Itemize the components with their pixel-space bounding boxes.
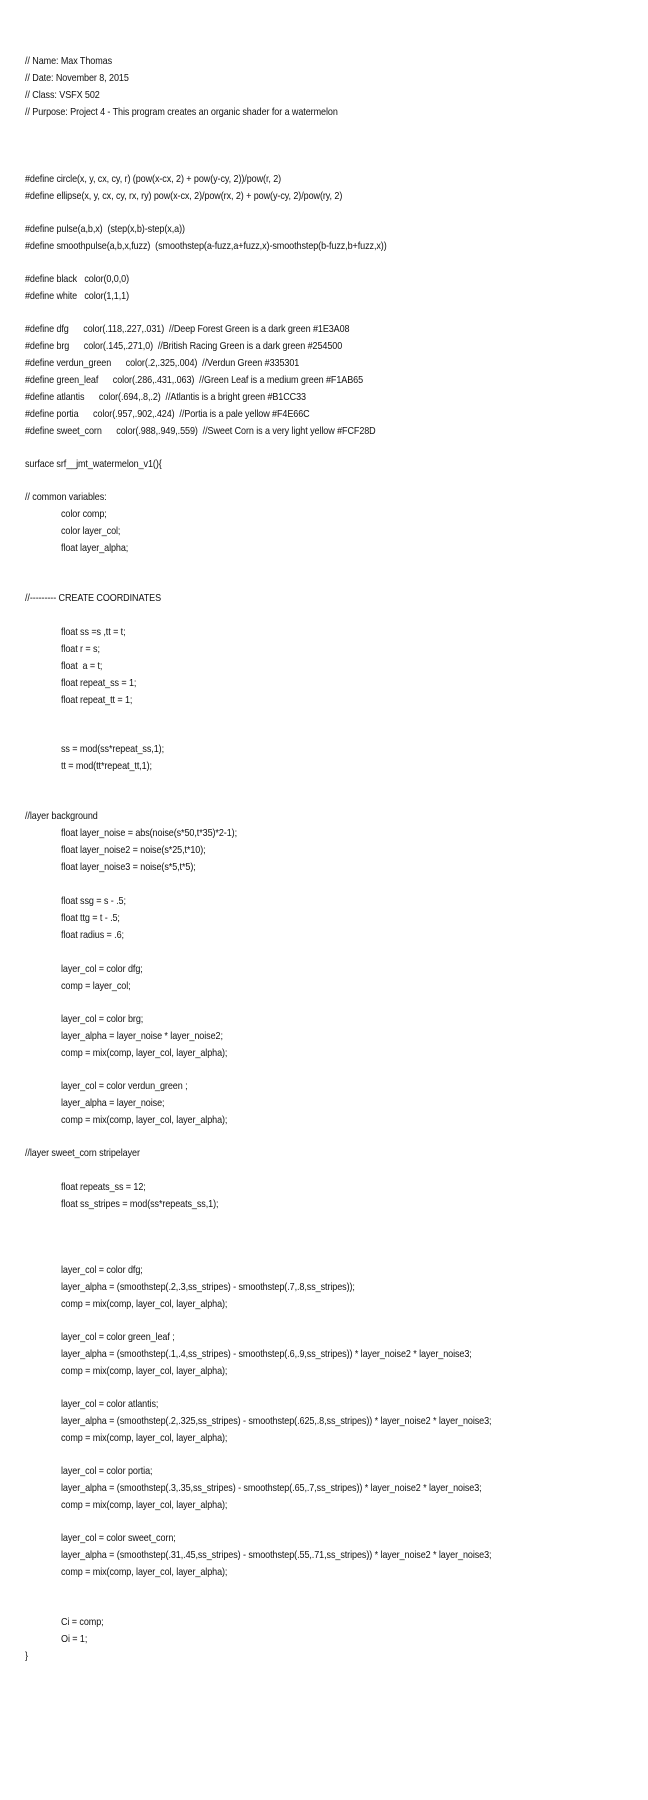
code-line: float layer_alpha; bbox=[61, 542, 129, 554]
code-line: float ssg = s - .5; bbox=[61, 895, 126, 907]
code-line: // Purpose: Project 4 - This program creates an organic shader for a watermelon bbox=[25, 106, 338, 118]
code-line: comp = mix(comp, layer_col, layer_alpha); bbox=[61, 1499, 228, 1511]
code-line: float repeat_ss = 1; bbox=[61, 677, 137, 689]
code-line: layer_alpha = (smoothstep(.1,.4,ss_stripes) - smoothstep(.6,.9,ss_stripes)) * layer_noise2 * layer_noise3; bbox=[61, 1348, 472, 1360]
code-line: layer_alpha = (smoothstep(.2,.325,ss_stripes) - smoothstep(.625,.8,ss_stripes)) * layer_noise2 * layer_noise3; bbox=[61, 1415, 492, 1427]
code-line: comp = mix(comp, layer_col, layer_alpha); bbox=[61, 1047, 228, 1059]
code-line: color comp; bbox=[61, 508, 107, 520]
code-line: comp = layer_col; bbox=[61, 980, 131, 992]
code-line: layer_alpha = layer_noise * layer_noise2; bbox=[61, 1030, 223, 1042]
code-line: #define green_leaf color(.286,.431,.063) //Green Leaf is a medium green #F1AB65 bbox=[25, 374, 364, 386]
code-line: layer_alpha = (smoothstep(.3,.35,ss_stripes) - smoothstep(.65,.7,ss_stripes)) * layer_noise2 * layer_noise3; bbox=[61, 1482, 482, 1494]
code-line: float radius = .6; bbox=[61, 929, 124, 941]
code-line: #define pulse(a,b,x) (step(x,b)-step(x,a)) bbox=[25, 223, 185, 235]
code-line: float layer_noise2 = noise(s*25,t*10); bbox=[61, 844, 206, 856]
code-line: layer_alpha = layer_noise; bbox=[61, 1097, 165, 1109]
code-line: float ss =s ,tt = t; bbox=[61, 626, 126, 638]
code-line: #define verdun_green color(.2,.325,.004) //Verdun Green #335301 bbox=[25, 357, 300, 369]
code-line: float r = s; bbox=[61, 643, 100, 655]
code-line: layer_col = color portia; bbox=[61, 1465, 153, 1477]
code-line: //layer background bbox=[25, 810, 98, 822]
code-line: float repeat_tt = 1; bbox=[61, 694, 133, 706]
code-line: layer_alpha = (smoothstep(.31,.45,ss_stripes) - smoothstep(.55,.71,ss_stripes)) * layer_noise2 * layer_noise3; bbox=[61, 1549, 492, 1561]
code-line: tt = mod(tt*repeat_tt,1); bbox=[61, 760, 152, 772]
code-line: layer_col = color sweet_corn; bbox=[61, 1532, 176, 1544]
code-line: float a = t; bbox=[61, 660, 103, 672]
code-line: comp = mix(comp, layer_col, layer_alpha); bbox=[61, 1114, 228, 1126]
code-line: float layer_noise3 = noise(s*5,t*5); bbox=[61, 861, 196, 873]
code-line: // Date: November 8, 2015 bbox=[25, 72, 129, 84]
code-line: #define brg color(.145,.271,0) //British Racing Green is a dark green #254500 bbox=[25, 340, 343, 352]
code-line: #define sweet_corn color(.988,.949,.559) //Sweet Corn is a very light yellow #FCF28D bbox=[25, 425, 376, 437]
code-line: color layer_col; bbox=[61, 525, 121, 537]
code-line: float layer_noise = abs(noise(s*50,t*35)*2-1); bbox=[61, 827, 238, 839]
code-line: Oi = 1; bbox=[61, 1633, 88, 1645]
code-line: #define white color(1,1,1) bbox=[25, 290, 130, 302]
code-line: #define smoothpulse(a,b,x,fuzz) (smoothstep(a-fuzz,a+fuzz,x)-smoothstep(b-fuzz,b+fuzz,x)) bbox=[25, 240, 387, 252]
code-line: float repeats_ss = 12; bbox=[61, 1181, 146, 1193]
code-line: ss = mod(ss*repeat_ss,1); bbox=[61, 743, 164, 755]
code-line: } bbox=[25, 1650, 28, 1662]
code-line: surface srf__jmt_watermelon_v1(){ bbox=[25, 458, 162, 470]
code-line: layer_col = color dfg; bbox=[61, 1264, 143, 1276]
code-line: layer_alpha = (smoothstep(.2,.3,ss_stripes) - smoothstep(.7,.8,ss_stripes)); bbox=[61, 1281, 355, 1293]
code-line: //layer sweet_corn stripelayer bbox=[25, 1147, 140, 1159]
code-line: layer_col = color brg; bbox=[61, 1013, 144, 1025]
code-line: #define ellipse(x, y, cx, cy, rx, ry) pow(x-cx, 2)/pow(rx, 2) + pow(y-cy, 2)/pow(ry, 2) bbox=[25, 190, 343, 202]
code-line: comp = mix(comp, layer_col, layer_alpha); bbox=[61, 1566, 228, 1578]
code-line: layer_col = color atlantis; bbox=[61, 1398, 159, 1410]
code-line: comp = mix(comp, layer_col, layer_alpha); bbox=[61, 1432, 228, 1444]
code-line: // Class: VSFX 502 bbox=[25, 89, 100, 101]
code-line: layer_col = color verdun_green ; bbox=[61, 1080, 188, 1092]
code-line: #define black color(0,0,0) bbox=[25, 273, 130, 285]
code-line: #define circle(x, y, cx, cy, r) (pow(x-cx, 2) + pow(y-cy, 2))/pow(r, 2) bbox=[25, 173, 282, 185]
code-line: #define dfg color(.118,.227,.031) //Deep Forest Green is a dark green #1E3A08 bbox=[25, 323, 350, 335]
code-line: comp = mix(comp, layer_col, layer_alpha); bbox=[61, 1298, 228, 1310]
code-line: // common variables: bbox=[25, 491, 107, 503]
code-line: // Name: Max Thomas bbox=[25, 55, 113, 67]
code-line: Ci = comp; bbox=[61, 1616, 104, 1628]
code-line: #define atlantis color(.694,.8,.2) //Atlantis is a bright green #B1CC33 bbox=[25, 391, 306, 403]
code-line: layer_col = color green_leaf ; bbox=[61, 1331, 175, 1343]
code-line: #define portia color(.957,.902,.424) //Portia is a pale yellow #F4E66C bbox=[25, 408, 310, 420]
code-line: comp = mix(comp, layer_col, layer_alpha); bbox=[61, 1365, 228, 1377]
code-line: layer_col = color dfg; bbox=[61, 963, 143, 975]
code-line: float ttg = t - .5; bbox=[61, 912, 120, 924]
code-line: float ss_stripes = mod(ss*repeats_ss,1); bbox=[61, 1198, 219, 1210]
code-line: //--------- CREATE COORDINATES bbox=[25, 592, 162, 604]
